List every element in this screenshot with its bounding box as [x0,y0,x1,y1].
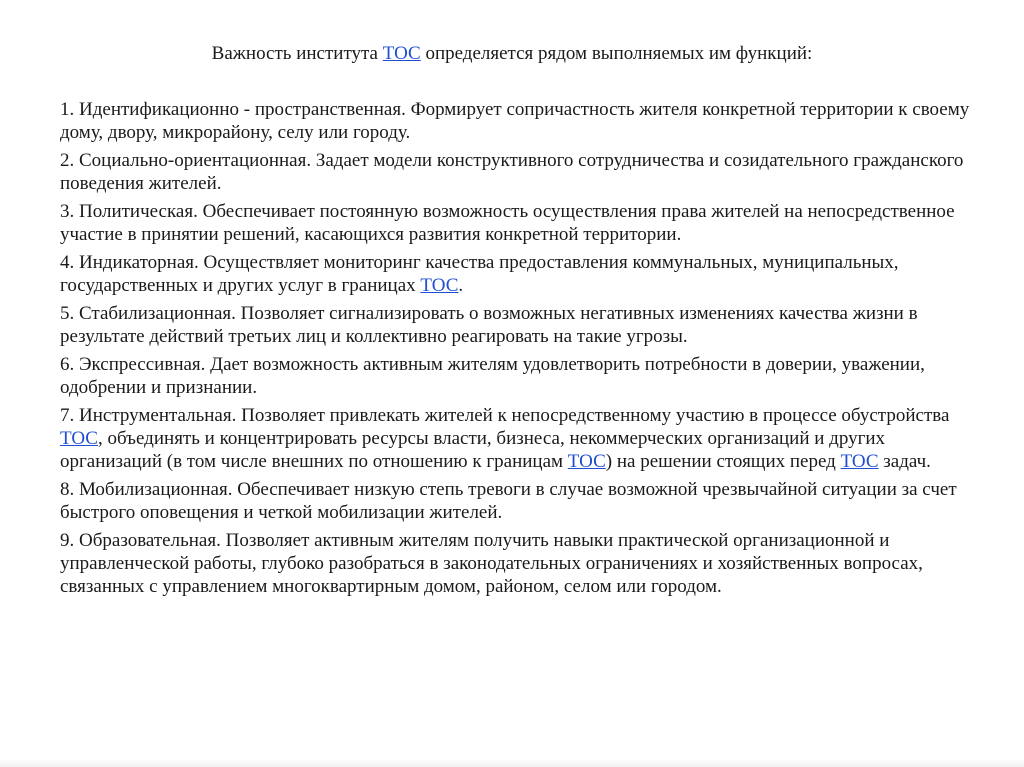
tos-link[interactable]: ТОС [420,275,459,296]
tos-link[interactable]: ТОС [567,451,606,472]
item-7-text-4: задач. [878,451,931,472]
page-title [0,43,1024,65]
item-4-text-end: . [458,275,464,296]
title-text-before: Важность института [211,43,383,64]
list-item-1: 1. Идентификационно - пространственная. Формирует сопричастность жителя конкретной территории к своему дому, двору, микрорайону, селу или городу. [60,99,970,143]
list-item-9: 9. Образовательная. Позволяет активным жителям получить навыки практической организационной и управленческой работы, глубоко разобраться в законодательных ограничениях и хозяйственных вопросах, связанных с управлением многоквартирным домом, районом, селом или городом. [60,530,923,597]
list-item-7 [60,404,980,473]
item-4-text: 4. Индикаторная. Осуществляет мониторинг качества предоставления коммунальных, муниципальных, государственных и других услуг в границах [60,252,899,296]
page-bottom-shadow [0,759,1024,767]
tos-link[interactable]: ТОС [60,428,98,449]
functions-list [60,98,980,603]
list-item-6: 6. Экспрессивная. Дает возможность активным жителям удовлетворить потребности в доверии, уважении, одобрении и признании. [60,354,925,398]
item-7-text-2: , объединять и концентрировать ресурсы власти, бизнеса, некоммерческих организаций и других организаций (в том числе внешних по отношению к границам [60,428,886,472]
list-item-5: 5. Стабилизационная. Позволяет сигнализировать о возможных негативных изменениях качества жизни в результате действий третьих лиц и коллективно реагировать на такие угрозы. [60,303,918,347]
item-7-text-1: 7. Инструментальная. Позволяет привлекать жителей к непосредственному участию в процессе обустройства [60,405,950,426]
list-item-3: 3. Политическая. Обеспечивает постоянную возможность осуществления права жителей на непосредственное участие в принятии решений, касающихся развития конкретной территории. [60,201,955,245]
list-item-8: 8. Мобилизационная. Обеспечивает низкую степь тревоги в случае возможной чрезвычайной ситуации за счет быстрого оповещения и четкой мобилизации жителей. [60,479,957,523]
title-text-after: определяется рядом выполняемых им функций: [420,43,813,64]
item-7-text-3: ) на решении стоящих перед [605,451,841,472]
tos-link[interactable]: ТОС [382,43,421,64]
list-item-2: 2. Социально-ориентационная. Задает модели конструктивного сотрудничества и созидательного гражданского поведения жителей. [60,150,964,194]
tos-link[interactable]: ТОС [840,451,879,472]
list-item-4 [60,251,980,297]
